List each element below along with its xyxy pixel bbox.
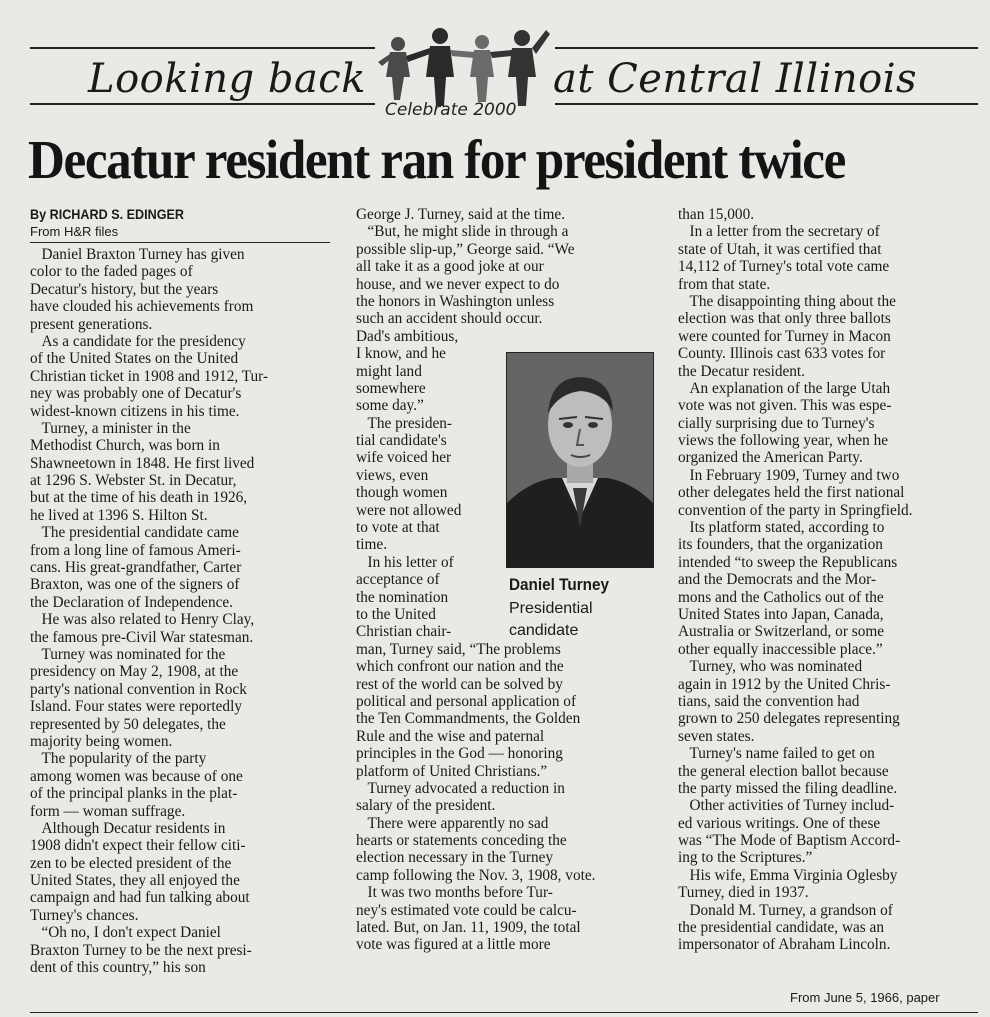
article-column-3 [678, 206, 913, 954]
article-line: somewhere [356, 379, 426, 397]
article-line: the nomination [356, 588, 449, 606]
article-line: In his letter of [356, 553, 454, 571]
article-line: United States, they all enjoyed the [30, 872, 240, 890]
article-line: Shawneetown in 1848. He first lived [30, 454, 255, 472]
article-line: the Ten Commandments, the Golden [356, 710, 581, 728]
article-line: state of Utah, it was certified that [678, 240, 882, 258]
article-line: of the principal planks in the plat- [30, 785, 238, 803]
article-line: 14,112 of Turney's total vote came [678, 258, 890, 276]
banner-rule-top-right [555, 47, 978, 49]
article-line: present generations. [30, 315, 153, 333]
article-line: cially surprising due to Turney's [678, 414, 875, 432]
article-line: Methodist Church, was born in [30, 437, 220, 455]
article-line: at 1296 S. Webster St. in Decatur, [30, 472, 237, 490]
article-line: possible slip-up,” George said. “We [356, 240, 575, 258]
article-line: might land [356, 362, 422, 380]
article-line: As a candidate for the presidency [30, 332, 246, 350]
bottom-rule [30, 1012, 978, 1013]
photo-caption-name: Daniel Turney [509, 575, 610, 594]
article-line: United States into Japan, Canada, [678, 605, 884, 623]
article-line: which confront our nation and the [356, 658, 564, 676]
daniel-turney-portrait [506, 352, 654, 568]
article-line: cans. His great-grandfather, Carter [30, 559, 242, 577]
article-line: the party missed the filing deadline. [678, 779, 898, 797]
article-line: The presiden- [356, 414, 452, 432]
article-line: organized the American Party. [678, 449, 863, 467]
article-line: convention of the party in Springfield. [678, 501, 913, 519]
article-line: was “The Mode of Baptism Accord- [678, 832, 901, 850]
article-line: views the following year, when he [678, 432, 889, 450]
article-line: Turney's name failed to get on [678, 745, 875, 763]
article-line: than 15,000. [678, 206, 755, 223]
article-line: such an accident should occur. [356, 310, 543, 328]
article-line: among women was because of one [30, 767, 243, 785]
article-line: “Oh no, I don't expect Daniel [30, 924, 221, 942]
article-line: wife voiced her [356, 449, 452, 467]
article-line: rest of the world can be solved by [356, 675, 563, 693]
article-line: Christian ticket in 1908 and 1912, Tur- [30, 367, 269, 385]
article-line: the Decatur resident. [678, 362, 805, 380]
article-line: Donald M. Turney, a grandson of [678, 901, 893, 919]
article-line: Rule and the wise and paternal [356, 727, 545, 745]
article-line: camp following the Nov. 3, 1908, vote. [356, 866, 596, 884]
article-line: Decatur's history, but the years [30, 280, 219, 298]
article-line: dent of this country,” his son [30, 959, 206, 977]
article-line: principles in the God — honoring [356, 745, 563, 763]
article-line: election was that only three ballots [678, 310, 891, 328]
article-line: In a letter from the secretary of [678, 223, 880, 241]
article-line: Its platform stated, according to [678, 519, 885, 537]
article-line: time. [356, 536, 388, 554]
portrait-illustration [507, 353, 653, 567]
article-line: party's national convention in Rock [30, 680, 247, 698]
article-line: “But, he might slide in through a [356, 223, 569, 241]
article-line: Australia or Switzerland, or some [678, 623, 885, 641]
photo-caption-line-2: candidate [509, 622, 579, 639]
article-column-1 [30, 246, 268, 976]
article-line: again in 1912 by the United Chris- [678, 675, 891, 693]
article-line: seven states. [678, 727, 755, 745]
article-line: zen to be elected president of the [30, 854, 232, 872]
article-line: campaign and had fun talking about [30, 889, 250, 907]
article-line: Dad's ambitious, [356, 327, 459, 345]
article-line: some day.” [356, 397, 424, 415]
article-line: The popularity of the party [30, 750, 207, 768]
article-line: were counted for Turney in Macon [678, 327, 891, 345]
article-line: Although Decatur residents in [30, 819, 226, 837]
article-line: Turney advocated a reduction in [356, 779, 565, 797]
banner-central-illinois: at Central Illinois [553, 56, 918, 102]
article-line: were not allowed [356, 501, 462, 519]
article-line: ney was probably one of Decatur's [30, 385, 242, 403]
article-line: There were apparently no sad [356, 814, 549, 832]
article-line: all take it as a good joke at our [356, 258, 544, 276]
byline-rule [30, 242, 330, 243]
article-line: Turney, died in 1937. [678, 884, 809, 902]
article-line: I know, and he [356, 345, 446, 363]
article-line: lated. But, on Jan. 11, 1909, the total [356, 919, 581, 937]
celebrate-2000-logo-text: Celebrate 2000 [385, 100, 517, 120]
article-line: Braxton Turney to be the next presi- [30, 941, 252, 959]
article-line: form — woman suffrage. [30, 802, 186, 820]
article-line: County. Illinois cast 633 votes for [678, 345, 886, 363]
article-line: Braxton, was one of the signers of [30, 576, 240, 594]
article-line: though women [356, 484, 448, 502]
byline-source: From H&R files [30, 224, 119, 239]
article-line: intended “to sweep the Republicans [678, 553, 898, 571]
article-line: Turney, who was nominated [678, 658, 863, 676]
article-line: vote was figured at a little more [356, 936, 551, 954]
article-line: mons and the Catholics out of the [678, 588, 884, 606]
article-line: salary of the president. [356, 797, 496, 815]
article-line: house, and we never expect to do [356, 275, 560, 293]
article-line: but at the time of his death in 1926, [30, 489, 248, 507]
headline: Decatur resident ran for president twice [28, 129, 845, 190]
article-line: from a long line of famous Ameri- [30, 541, 241, 559]
banner-looking-back: Looking back [88, 56, 366, 102]
article-line: the famous pre-Civil War statesman. [30, 628, 254, 646]
article-line: other delegates held the first national [678, 484, 905, 502]
article-line: Turney was nominated for the [30, 645, 226, 663]
article-line: the presidential candidate, was an [678, 919, 885, 937]
article-line: ney's estimated vote could be calcu- [356, 901, 577, 919]
article-line: ing to the Scriptures.” [678, 849, 813, 867]
article-line: impersonator of Abraham Lincoln. [678, 936, 891, 954]
article-line: its founders, that the organization [678, 536, 883, 554]
article-line: represented by 50 delegates, the [30, 715, 226, 733]
article-line: Turney's chances. [30, 906, 139, 924]
article-line: tians, said the convention had [678, 692, 860, 710]
article-line: color to the faded pages of [30, 263, 193, 281]
footnote-source-date: From June 5, 1966, paper [790, 990, 940, 1005]
article-line: ed various writings. One of these [678, 814, 881, 832]
article-line: Turney, a minister in the [30, 419, 191, 437]
article-line: views, even [356, 466, 429, 484]
article-line: acceptance of [356, 571, 440, 589]
article-line: the general election ballot because [678, 762, 889, 780]
article-line: hearts or statements conceding the [356, 832, 567, 850]
article-line: have clouded his achievements from [30, 298, 254, 316]
banner-rule-top-left [30, 47, 375, 49]
banner-rule-bottom-left [30, 103, 375, 105]
article-line: presidency on May 2, 1908, at the [30, 663, 239, 681]
article-line: Daniel Braxton Turney has given [30, 246, 245, 263]
article-line: he lived at 1396 S. Hilton St. [30, 506, 208, 524]
article-line: It was two months before Tur- [356, 884, 553, 902]
article-line: platform of United Christians.” [356, 762, 548, 780]
article-line: 1908 didn't expect their fellow citi- [30, 837, 246, 855]
banner-rule-bottom-right [555, 103, 978, 105]
article-line: Island. Four states were reportedly [30, 698, 242, 716]
article-line: widest-known citizens in his time. [30, 402, 240, 420]
photo-caption-title [509, 598, 593, 642]
photo-caption-line-1: Presidential [509, 600, 593, 617]
article-line: vote was not given. This was espe- [678, 397, 892, 415]
article-line: of the United States on the United [30, 350, 239, 368]
article-line: tial candidate's [356, 432, 447, 450]
article-line: George J. Turney, said at the time. [356, 206, 566, 223]
article-line: He was also related to Henry Clay, [30, 611, 255, 629]
article-line: Other activities of Turney includ- [678, 797, 895, 815]
article-line: from that state. [678, 275, 771, 293]
article-line: An explanation of the large Utah [678, 379, 891, 397]
article-line: to the United [356, 605, 436, 623]
article-line: grown to 250 delegates representing [678, 710, 900, 728]
article-line: election necessary in the Turney [356, 849, 554, 867]
article-line: man, Turney said, “The problems [356, 640, 561, 658]
article-line: majority being women. [30, 732, 173, 750]
article-line: and the Democrats and the Mor- [678, 571, 877, 589]
byline: By RICHARD S. EDINGER [30, 206, 185, 222]
article-line: the honors in Washington unless [356, 292, 555, 310]
article-line: other equally inaccessible place.” [678, 640, 883, 658]
article-line: The disappointing thing about the [678, 292, 896, 310]
article-line: The presidential candidate came [30, 524, 239, 542]
article-line: Christian chair- [356, 623, 452, 641]
article-line: His wife, Emma Virginia Oglesby [678, 866, 898, 884]
article-line: to vote at that [356, 519, 440, 537]
article-line: the Declaration of Independence. [30, 593, 234, 611]
article-line: In February 1909, Turney and two [678, 466, 900, 484]
article-line: political and personal application of [356, 692, 577, 710]
